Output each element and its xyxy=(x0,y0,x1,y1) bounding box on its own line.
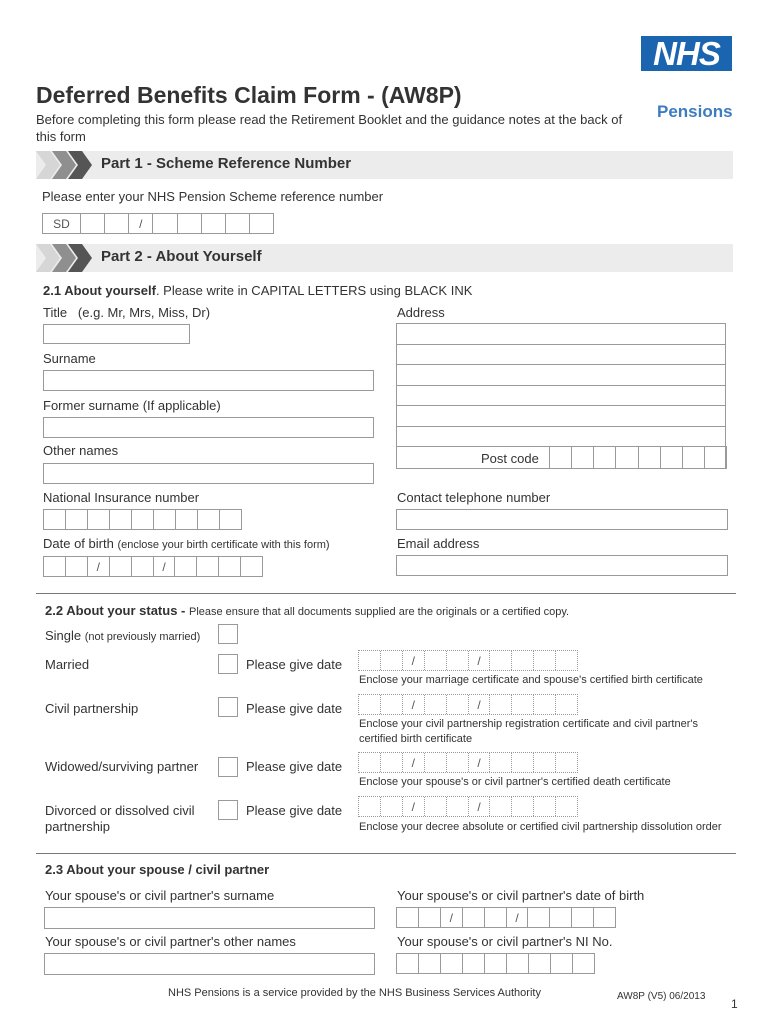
date-cell[interactable] xyxy=(594,908,615,927)
ni-cell[interactable] xyxy=(485,954,507,973)
footer-authority: NHS Pensions is a service provided by the NHS Business Services Authority xyxy=(168,987,541,999)
spouse-ni-input[interactable] xyxy=(396,953,595,974)
pensions-label: Pensions xyxy=(657,102,733,121)
surname-input[interactable] xyxy=(43,370,374,391)
ni-cell[interactable] xyxy=(154,510,176,529)
ni-cell[interactable] xyxy=(220,510,241,529)
scheme-reference-input[interactable] xyxy=(42,213,274,234)
phone-label: Contact telephone number xyxy=(397,490,551,505)
chevron-arrows-icon xyxy=(36,151,96,179)
date-cell[interactable] xyxy=(447,651,469,670)
date-cell[interactable] xyxy=(447,797,469,816)
spouse-other-names-label: Your spouse's or civil partner's other names xyxy=(45,934,296,949)
date-cell[interactable] xyxy=(572,908,594,927)
email-label: Email address xyxy=(397,536,480,551)
date-cell[interactable] xyxy=(534,651,556,670)
ref-cell[interactable] xyxy=(226,214,250,233)
date-cell[interactable] xyxy=(381,753,403,772)
date-cell[interactable] xyxy=(556,797,577,816)
dob-cell[interactable] xyxy=(241,557,262,576)
ni-cell[interactable] xyxy=(507,954,529,973)
postcode-row xyxy=(396,446,726,469)
part2-title: Part 2 - About Yourself xyxy=(101,248,262,265)
ref-cell[interactable] xyxy=(202,214,226,233)
widowed-date-label: Please give date xyxy=(246,759,343,774)
widowed-label: Widowed/surviving partner xyxy=(45,759,199,774)
widowed-date-input[interactable] xyxy=(358,752,578,773)
footer-version: AW8P (V5) 06/2013 xyxy=(617,991,706,1002)
postcode-cell[interactable] xyxy=(550,447,572,468)
date-cell[interactable] xyxy=(359,753,381,772)
divorced-note: Enclose your decree absolute or certified civil partnership dissolution order xyxy=(359,821,722,833)
postcode-input[interactable] xyxy=(549,446,727,469)
ref-cell[interactable] xyxy=(105,214,129,233)
dob-input[interactable] xyxy=(43,556,263,577)
civil-checkbox[interactable] xyxy=(218,697,238,717)
ref-slash: / xyxy=(129,214,153,233)
married-date-input[interactable] xyxy=(358,650,578,671)
ni-cell[interactable] xyxy=(132,510,154,529)
ni-cell[interactable] xyxy=(198,510,220,529)
ni-label: National Insurance number xyxy=(43,490,200,505)
date-cell[interactable] xyxy=(512,695,534,714)
title-label: Title (e.g. Mr, Mrs, Miss, Dr) xyxy=(43,305,211,320)
date-cell[interactable] xyxy=(381,651,403,670)
date-cell[interactable] xyxy=(556,753,577,772)
single-checkbox[interactable] xyxy=(218,624,238,644)
ni-cell[interactable] xyxy=(397,954,419,973)
postcode-label: Post code xyxy=(481,451,539,466)
ni-cell[interactable] xyxy=(88,510,110,529)
date-cell[interactable] xyxy=(381,695,403,714)
date-slash: / xyxy=(403,797,425,816)
dob-label: Date of birth (enclose your birth certificate with this form) xyxy=(43,536,330,551)
reference-prompt: Please enter your NHS Pension Scheme reference number xyxy=(42,189,384,204)
widowed-checkbox[interactable] xyxy=(218,757,238,777)
postcode-cell[interactable] xyxy=(572,447,594,468)
dob-cell[interactable] xyxy=(66,557,88,576)
date-slash: / xyxy=(403,651,425,670)
date-cell[interactable] xyxy=(490,695,512,714)
postcode-cell[interactable] xyxy=(683,447,705,468)
divider xyxy=(36,593,736,594)
former-surname-input[interactable] xyxy=(43,417,374,438)
dob-cell[interactable] xyxy=(110,557,132,576)
date-cell[interactable] xyxy=(447,753,469,772)
spouse-surname-input[interactable] xyxy=(44,907,375,929)
intro-text: Before completing this form please read the Retirement Booklet and the guidance notes at the back of this form xyxy=(36,112,623,144)
ni-cell[interactable] xyxy=(44,510,66,529)
address-input[interactable] xyxy=(396,323,726,447)
postcode-cell[interactable] xyxy=(639,447,661,468)
date-cell[interactable] xyxy=(381,797,403,816)
date-cell[interactable] xyxy=(490,753,512,772)
ni-cell[interactable] xyxy=(573,954,594,973)
date-cell[interactable] xyxy=(490,651,512,670)
phone-input[interactable] xyxy=(396,509,728,530)
dob-cell[interactable] xyxy=(219,557,241,576)
page-title: Deferred Benefits Claim Form - (AW8P) xyxy=(36,82,462,108)
date-cell[interactable] xyxy=(490,797,512,816)
date-cell[interactable] xyxy=(447,695,469,714)
date-slash: / xyxy=(403,753,425,772)
date-cell[interactable] xyxy=(359,797,381,816)
sd-prefix: SD xyxy=(43,214,81,233)
married-label: Married xyxy=(45,657,90,672)
date-slash: / xyxy=(469,695,491,714)
part1-banner xyxy=(36,151,733,180)
other-names-label: Other names xyxy=(43,443,119,458)
postcode-cell[interactable] xyxy=(594,447,616,468)
married-checkbox[interactable] xyxy=(218,654,238,674)
date-cell[interactable] xyxy=(556,695,577,714)
ni-cell[interactable] xyxy=(529,954,551,973)
civil-date-input[interactable] xyxy=(358,694,578,715)
ni-cell[interactable] xyxy=(110,510,132,529)
divorced-checkbox[interactable] xyxy=(218,800,238,820)
date-cell[interactable] xyxy=(359,651,381,670)
divider xyxy=(36,853,736,854)
page-number: 1 xyxy=(731,997,738,1011)
date-slash: / xyxy=(469,651,491,670)
divorced-date-label: Please give date xyxy=(246,803,343,818)
date-cell[interactable] xyxy=(550,908,572,927)
title-input[interactable] xyxy=(43,324,190,344)
postcode-cell[interactable] xyxy=(616,447,638,468)
ni-number-input[interactable] xyxy=(43,509,242,530)
date-slash: / xyxy=(88,557,110,576)
spouse-surname-label: Your spouse's or civil partner's surname xyxy=(45,888,275,903)
single-label: Single (not previously married) xyxy=(45,628,201,643)
date-cell[interactable] xyxy=(512,753,534,772)
ref-cell[interactable] xyxy=(178,214,202,233)
dob-cell[interactable] xyxy=(175,557,197,576)
ni-cell[interactable] xyxy=(66,510,88,529)
ni-cell[interactable] xyxy=(441,954,463,973)
ni-cell[interactable] xyxy=(419,954,441,973)
date-cell[interactable] xyxy=(425,797,447,816)
part1-title: Part 1 - Scheme Reference Number xyxy=(101,155,352,172)
dob-cell[interactable] xyxy=(132,557,154,576)
ni-cell[interactable] xyxy=(176,510,198,529)
date-cell[interactable] xyxy=(463,908,485,927)
ni-cell[interactable] xyxy=(463,954,485,973)
chevron-arrows-icon xyxy=(36,244,96,272)
spouse-dob-label: Your spouse's or civil partner's date of birth xyxy=(397,888,645,903)
widowed-note: Enclose your spouse's or civil partner's certified death certificate xyxy=(359,776,671,788)
former-surname-label: Former surname (If applicable) xyxy=(43,398,221,413)
date-cell[interactable] xyxy=(419,908,441,927)
date-cell[interactable] xyxy=(512,651,534,670)
address-label: Address xyxy=(397,305,445,320)
date-cell[interactable] xyxy=(528,908,550,927)
ref-cell[interactable] xyxy=(250,214,273,233)
date-slash: / xyxy=(507,908,529,927)
date-slash: / xyxy=(403,695,425,714)
date-slash: / xyxy=(441,908,463,927)
spouse-dob-input[interactable] xyxy=(396,907,616,928)
divorced-date-input[interactable] xyxy=(358,796,578,817)
spouse-other-names-input[interactable] xyxy=(44,953,375,975)
date-slash: / xyxy=(154,557,176,576)
postcode-cell[interactable] xyxy=(705,447,726,468)
spouse-ni-label: Your spouse's or civil partner's NI No. xyxy=(397,934,613,949)
date-cell[interactable] xyxy=(534,797,556,816)
date-cell[interactable] xyxy=(359,695,381,714)
date-cell[interactable] xyxy=(425,651,447,670)
married-note: Enclose your marriage certificate and spouse's certified birth certificate xyxy=(359,674,703,686)
married-date-label: Please give date xyxy=(246,657,343,672)
date-cell[interactable] xyxy=(556,651,577,670)
date-cell[interactable] xyxy=(534,753,556,772)
section-2-1-heading: 2.1 About yourself. Please write in CAPITAL LETTERS using BLACK INK xyxy=(43,283,473,298)
date-cell[interactable] xyxy=(397,908,419,927)
dob-cell[interactable] xyxy=(44,557,66,576)
ref-cell[interactable] xyxy=(81,214,105,233)
other-names-input[interactable] xyxy=(43,463,374,484)
postcode-cell[interactable] xyxy=(661,447,683,468)
date-cell[interactable] xyxy=(485,908,507,927)
date-cell[interactable] xyxy=(425,753,447,772)
civil-note: Enclose your civil partnership registration certificate and civil partner's certified birth certificate xyxy=(359,718,698,745)
part2-banner xyxy=(36,244,733,273)
section-2-2-heading: 2.2 About your status - Please ensure that all documents supplied are the originals or a certified copy. xyxy=(45,603,570,618)
divorced-label: Divorced or dissolved civil partnership xyxy=(45,803,195,834)
section-2-3-heading: 2.3 About your spouse / civil partner xyxy=(45,862,270,877)
email-input[interactable] xyxy=(396,555,728,576)
ref-cell[interactable] xyxy=(153,214,177,233)
surname-label: Surname xyxy=(43,351,96,366)
date-cell[interactable] xyxy=(425,695,447,714)
date-cell[interactable] xyxy=(534,695,556,714)
civil-label: Civil partnership xyxy=(45,701,139,716)
date-slash: / xyxy=(469,753,491,772)
ni-cell[interactable] xyxy=(551,954,573,973)
civil-date-label: Please give date xyxy=(246,701,343,716)
date-slash: / xyxy=(469,797,491,816)
date-cell[interactable] xyxy=(512,797,534,816)
nhs-logo: NHS xyxy=(641,36,732,71)
dob-cell[interactable] xyxy=(197,557,219,576)
